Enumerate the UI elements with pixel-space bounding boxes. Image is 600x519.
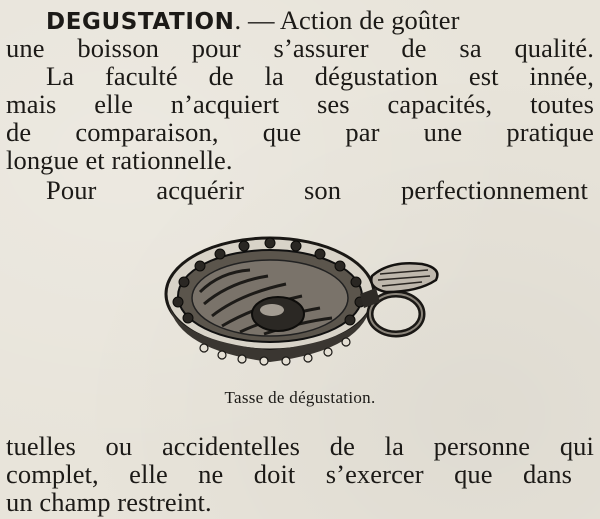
entry-line: Pour acquérir son perfectionnement [46,175,588,205]
entry-line: La faculté de la dégustation est innée, [46,61,594,91]
headword-definition-start: . — Action de goûter [234,5,460,35]
continuation-line: complet, elle ne doit s’exercer que dans [6,459,572,489]
headword: DEGUSTATION [46,9,235,35]
figure-caption: Tasse de dégustation. [224,388,376,407]
tasting-cup-illustration [160,222,450,382]
entry-line: une boisson pour s’assurer de sa qualité. [6,33,594,63]
continuation-line: tuelles ou accidentelles de la personne qui [6,431,594,461]
entry-first-line [46,6,594,36]
entry-line: longue et rationnelle. [6,145,233,175]
entry-line: de comparaison, que par une pratique [6,117,594,147]
entry-line: mais elle n’acquiert ses capacités, toutes [6,89,594,119]
continuation-line: un champ restreint. [6,487,212,517]
